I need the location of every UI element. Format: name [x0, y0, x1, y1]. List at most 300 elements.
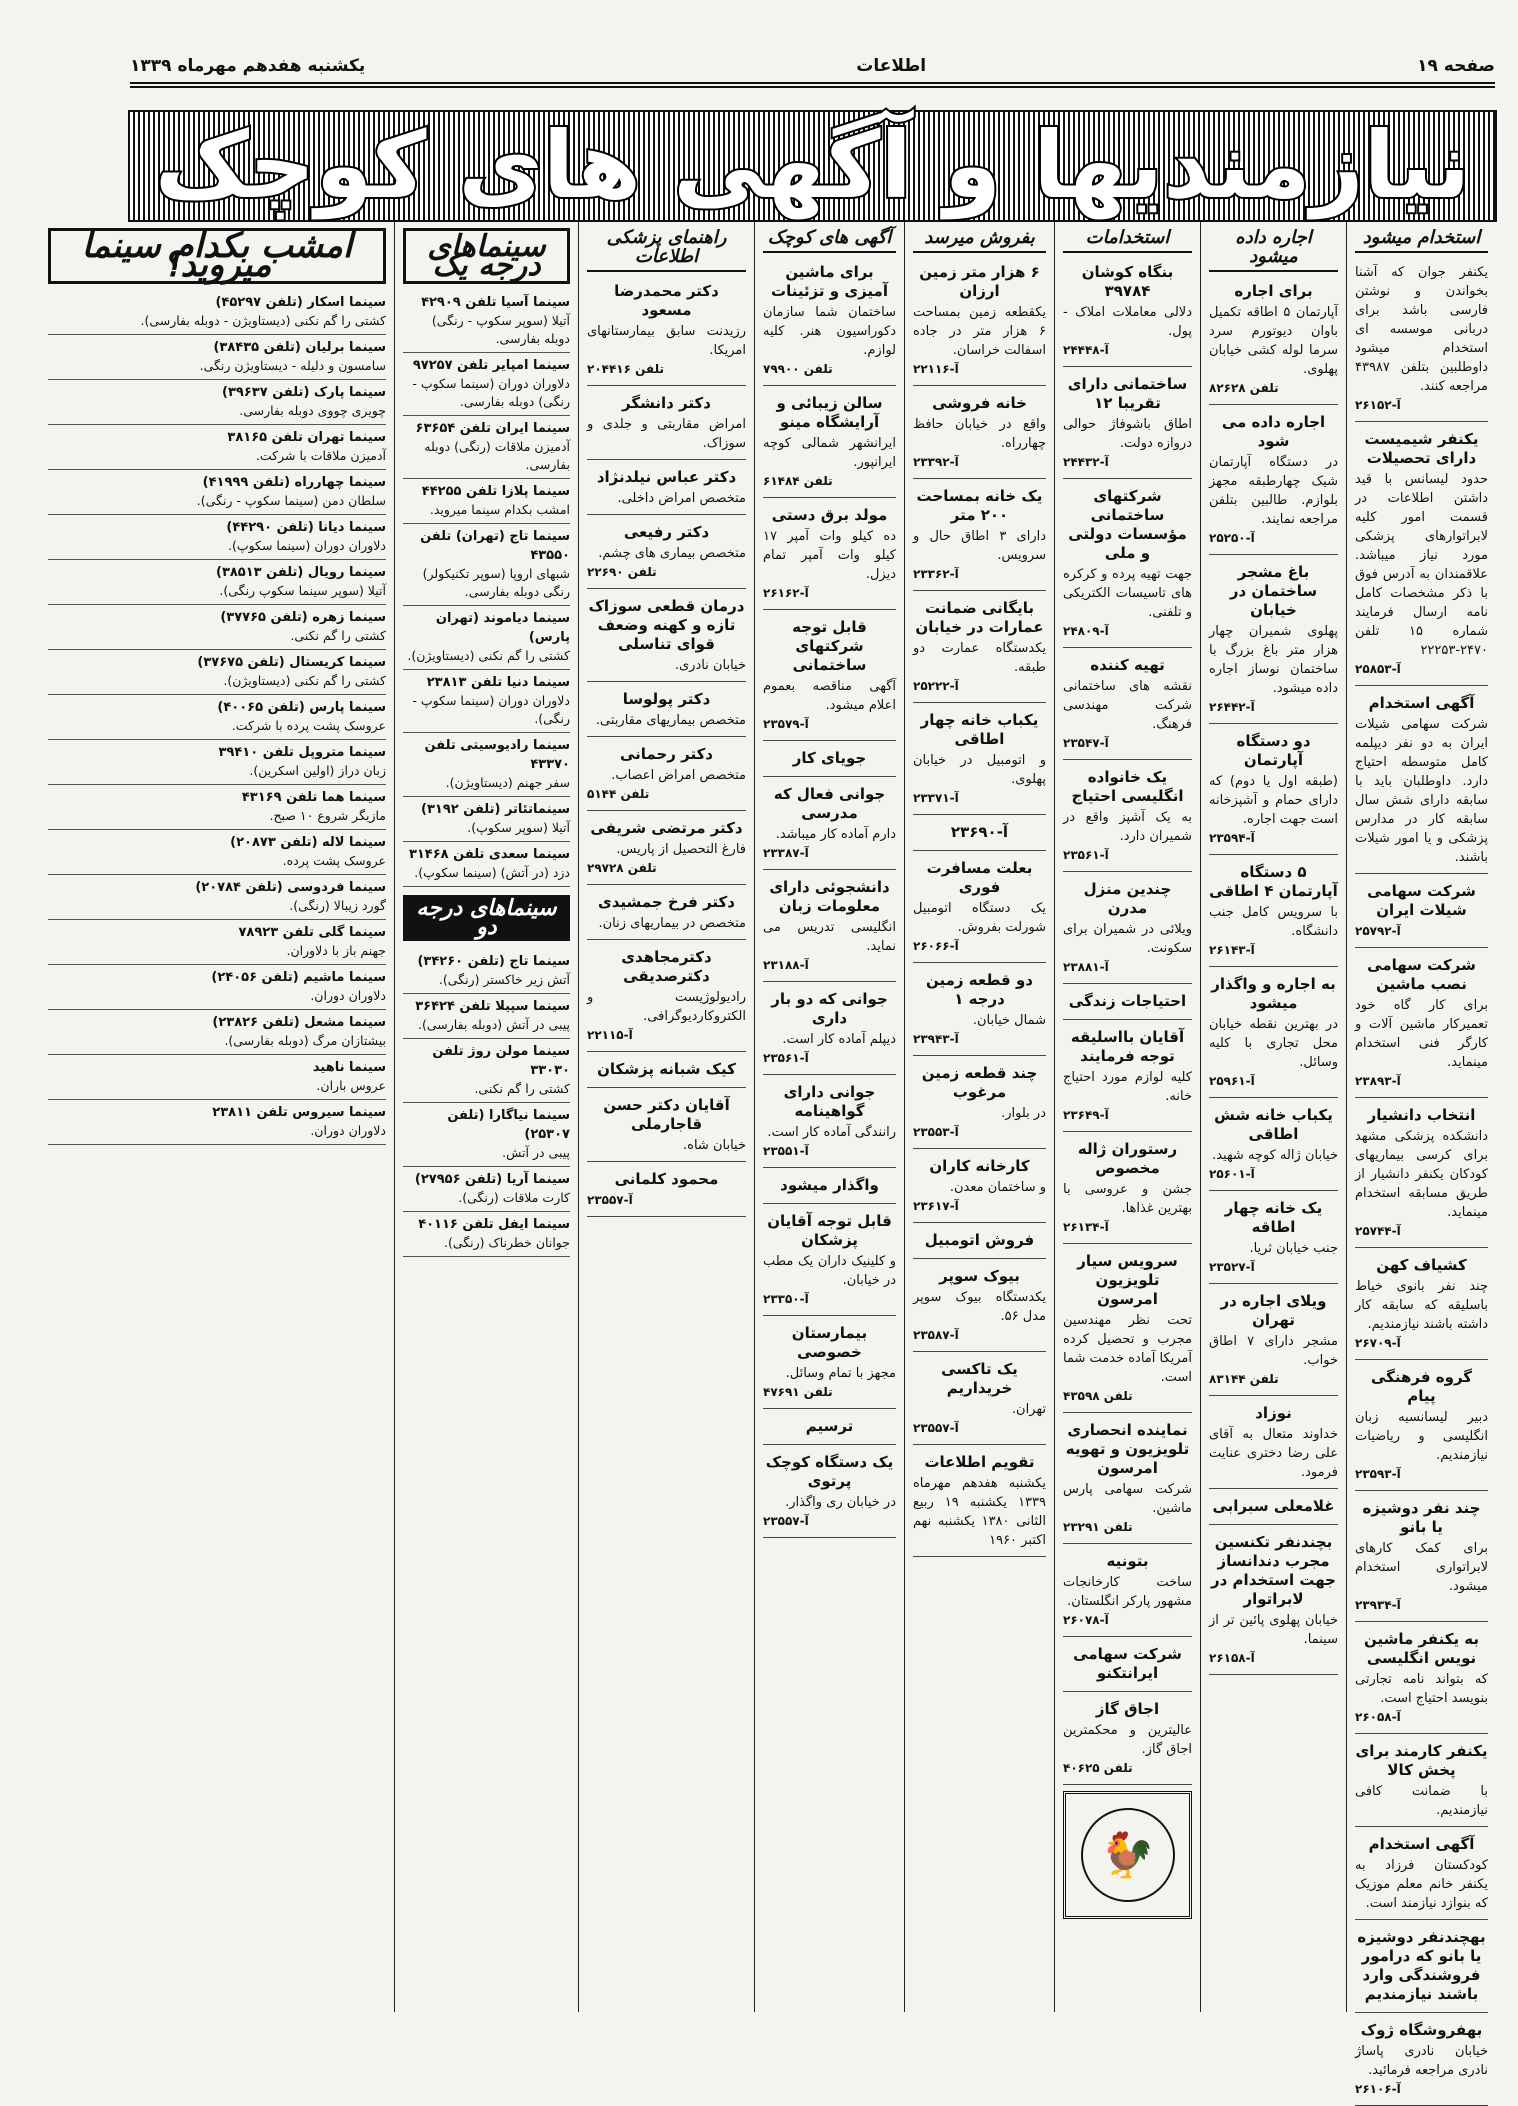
column-heading: بفروش میرسد [913, 228, 1046, 253]
cinema-program: سفر جهنم (دیستاویژن). [445, 775, 570, 790]
ad-body: شرکت سهامی شیلات ایران به دو نفر دیپلمه کامل متوسطه احتیاج دارد. داوطلبان باید با سابقه دارای شش سال سابقه کار در مدارس پزشکی و یا امور شیلات باشند. [1355, 717, 1488, 865]
ad-phone: آ-۲۳۵۵۷ [763, 1514, 809, 1528]
ad-title: اجاره داده می شود [1221, 413, 1326, 450]
ad-body: دارای ۳ اطاق حال و سرویس. [913, 529, 1046, 563]
ad-body: متخصص بیماری های چشم. [598, 546, 746, 561]
classified-ad [913, 855, 1046, 963]
classified-ad [1209, 1400, 1338, 1489]
ad-body: خیابان نادری. [674, 658, 746, 673]
ad-title: دکتر رحمانی [619, 745, 714, 763]
ad-body: ایرانشهر شمالی کوچه ایرانپور. [763, 436, 896, 470]
cinema-name: سینماتئاتر (تلفن ۳۱۹۲) [421, 802, 570, 817]
ad-body: جنب خیابان ثریا. [1249, 1241, 1338, 1256]
ad-phone: آ-۲۲۱۱۵ [587, 1028, 633, 1042]
cinema-program: آتیلا (سوپر سکوپ - رنگی) دوبله بفارسی. [431, 313, 570, 346]
ad-body: یکنفر جوان که آشنا بخواندن و نوشتن فارسی باشد برای دربانی موسسه ای استخدام میشود داوطلبین بتلفن ۴۳۹۸۷ مراجعه کنند. [1355, 265, 1488, 394]
ad-phone: آ-۲۳۸۸۱ [1063, 960, 1109, 974]
cinema-listing [403, 524, 570, 606]
ad-title: کیک شبانه پزشکان [597, 1060, 736, 1078]
ad-title: برای اجاره [1234, 282, 1313, 300]
cinema-program: دلاوران دوران. [310, 1123, 386, 1138]
classified-ad [913, 1153, 1046, 1223]
cinema-listing [403, 1212, 570, 1257]
ad-phone: آ-۲۵۷۹۲ [1355, 924, 1401, 938]
ad-phone: تلفن ۶۱۴۸۴ [763, 474, 833, 488]
ad-phone: آ-۲۳۳۸۷ [763, 846, 809, 860]
cinema-program: آدمیزن ملاقات با شرکت. [255, 448, 386, 463]
ad-body: رانندگی آماده کار است. [767, 1125, 896, 1140]
ad-title: بنگاه کوشان ۳۹۷۸۴ [1081, 263, 1174, 300]
ad-title: باغ مشجر ساختمان در خیابان [1229, 563, 1318, 619]
ad-phone: آ-۲۳۵۶۱ [1063, 848, 1109, 862]
ad-body: و ساختمان معدن. [949, 1180, 1046, 1195]
ad-list [913, 259, 1046, 1557]
ad-body: خیابان شاه. [683, 1138, 746, 1153]
cinema-name: سینما امپایر تلفن ۹۷۲۵۷ [412, 358, 570, 373]
cinema-listing [48, 560, 386, 605]
ad-phone: تلفن ۲۲۶۹۰ [587, 565, 657, 579]
cinema-name: سینما آسیا تلفن ۴۲۹۰۹ [421, 295, 570, 310]
cinema-listing [48, 920, 386, 965]
ad-phone: تلفن ۸۲۶۲۸ [1209, 381, 1279, 395]
ad-body: واقع در خیابان حافظ چهارراه. [913, 417, 1046, 451]
cinema-program: جهنم باز با دلاوران. [286, 943, 386, 958]
cinema-name: سینما ماشیم (تلفن ۲۴۰۵۶) [211, 970, 386, 985]
cinema-name: سینما تهران تلفن ۳۸۱۶۵ [227, 430, 386, 445]
ad-phone: آ-۲۶۱۵۸ [1209, 1651, 1255, 1665]
ad-title: چند قطعه زمین مرغوب [921, 1064, 1038, 1101]
ad-body: چند نفر بانوی خیاط باسلیقه که سابقه کار داشته باشند نیازمندیم. [1355, 1279, 1488, 1332]
ad-title: جویای کار [792, 749, 867, 767]
classified-ad [763, 1413, 896, 1445]
cinema-listing [403, 1039, 570, 1103]
ad-body: حدود لیسانس با قید داشتن اطلاعات در قسمت امور کلیه لابراتوارهای پزشکی مورد نیاز میباشد. علاقمندان به آدرس فوق با ذکر مشخصات کامل نامه ارسال فرمایند شماره ۱۵ تلفن ۲۴۷۰-۲۲۲۵۳ [1355, 472, 1488, 658]
cinema-name: سینما دیاموند (تهران پارس) [435, 611, 570, 645]
cinema-name: سینما ایران تلفن ۶۳۶۵۴ [415, 421, 570, 436]
ad-title: به اجاره و واگذار میشود [1211, 975, 1336, 1012]
ad-body: و اتومبیل در خیابان پهلوی. [913, 753, 1046, 787]
ad-title: به یکنفر ماشین نویس انگلیسی [1363, 1630, 1480, 1667]
classified-ad [1209, 728, 1338, 855]
column-heading: اجاره داده میشود [1209, 228, 1338, 272]
cinema-listing [48, 740, 386, 785]
cinema-program: کشتی را گم نکنی (دیستاویژن). [223, 673, 386, 688]
column-heading: استخدامات [1063, 228, 1192, 253]
cinema-name: سینما رادیوسیتی تلفن ۴۳۳۷۰ [424, 738, 570, 772]
ad-title: نوزاد [1255, 1404, 1292, 1422]
cinema-program: کشتی را گم نکنی (دیستاویژن - دوبله بفارسی). [140, 313, 386, 328]
column-medical-guide [578, 222, 754, 2012]
ad-body: برای کمک کارهای لابراتواری استخدام میشود. [1355, 1541, 1488, 1594]
ad-phone: آ-۲۶۰۵۸ [1355, 1710, 1401, 1724]
classified-ad [1209, 971, 1338, 1098]
ad-body: یکدستگاه عمارت دو طبقه. [913, 641, 1046, 675]
ad-body: یکدستگاه بیوک سوپر مدل ۵۶. [913, 1290, 1046, 1324]
column-small-ads [754, 222, 904, 2012]
cinema-subheading: سینماهای درجه دو [403, 895, 570, 941]
cinema-listing [48, 1100, 386, 1145]
classified-ad [763, 781, 896, 870]
ad-body: برای کار گاه خود تعمیرکار ماشین آلات و کارگر فنی استخدام مینماید. [1355, 998, 1488, 1070]
ad-phone: آ-۲۳۵۵۷ [587, 1193, 633, 1207]
ad-body: در بلوار. [1001, 1106, 1046, 1121]
cinema-program: عروس باران. [316, 1078, 386, 1093]
ad-body: یکقطعه زمین بمساحت ۶ هزار متر در جاده اسفالت خراسان. [913, 305, 1046, 358]
cinema-name: سینما پارک (تلفن ۳۹۶۳۷) [222, 385, 386, 400]
classified-ad [913, 1227, 1046, 1259]
page-header [130, 55, 1495, 77]
ad-list [763, 259, 896, 1538]
ad-body: جهت تهیه پرده و کرکره های تاسیسات الکتریکی و تلفنی. [1063, 567, 1192, 620]
ad-title: شرکتهای ساختمانی مؤسسات دولتی و ملی [1068, 487, 1187, 562]
ad-body: شرکت سهامی پارس ماشین. [1063, 1482, 1192, 1516]
classified-ad [587, 593, 746, 682]
cinema-program: زبان دراز (اولین اسکرین). [249, 763, 386, 778]
ad-phone: آ-۲۲۱۱۶ [913, 362, 959, 376]
classified-ad [1063, 1024, 1192, 1132]
ad-title: یک خانواده انگلیسی احتیاج [1071, 768, 1184, 805]
classified-ad [763, 1208, 896, 1316]
cinema-name: سینما دنیا تلفن ۲۳۸۱۳ [426, 675, 570, 690]
ad-body: نقشه های ساختمانی شرکت مهندسی فرهنگ. [1063, 679, 1192, 732]
classified-ad [763, 1172, 896, 1204]
classified-ad [1209, 1529, 1338, 1675]
cinema-name: سینما سعدی تلفن ۳۱۴۶۸ [408, 847, 570, 862]
cinema-program: مازیگر شروع ۱۰ صبح. [269, 808, 386, 823]
ad-phone: آ-۲۳۹۴۳ [913, 1032, 959, 1046]
ad-title: دانشجوئی دارای معلومات زبان [769, 878, 890, 915]
cinema-program: دلاوران دوران (سینما سکوپ - رنگی). [412, 693, 570, 726]
cinema-program: پیبی در آتش (دوبله بفارسی). [417, 1017, 570, 1032]
ad-title: جوانی فعال که مدرسی [773, 785, 886, 822]
ad-title: تقویم اطلاعات [924, 1453, 1035, 1471]
ad-title: سرویس سیار تلویزیون امرسون [1077, 1252, 1178, 1308]
ad-phone: تلفن ۴۳۵۹۸ [1063, 1389, 1133, 1403]
classified-ad [1209, 1288, 1338, 1396]
classified-ad [1209, 1102, 1338, 1191]
cinema-listing [48, 515, 386, 560]
classified-ad [1355, 259, 1488, 422]
ad-title: شرکت سهامی ایرانتکنو [1073, 1645, 1182, 1682]
classified-ad [1209, 1493, 1338, 1525]
cinema-heading: سینماهای درجه یک [403, 228, 570, 284]
ad-list [587, 278, 746, 1217]
ad-title: بعلت مسافرت فوری [926, 859, 1033, 896]
cinema-listing [403, 949, 570, 994]
cinema-listing [403, 733, 570, 797]
chicken-farm-ad [1063, 1791, 1192, 1919]
cinema-listing [48, 380, 386, 425]
cinema-name: سینما مشعل (تلفن ۲۳۸۲۶) [212, 1015, 386, 1030]
classified-ad [913, 819, 1046, 851]
ad-phone: آ-۲۵۹۶۱ [1209, 1074, 1255, 1088]
cinema-program: آتش زیر خاکستر (رنگی). [438, 972, 570, 987]
cinema-name: سینما ایفل تلفن ۴۰۱۱۶ [418, 1217, 570, 1232]
classified-ad [587, 815, 746, 885]
cinema-name: سینما لاله (تلفن ۲۰۸۷۳) [230, 835, 386, 850]
cinema-listing [48, 605, 386, 650]
classified-ad [1355, 1495, 1488, 1622]
ad-title: بایگانی ضمانت عمارات در خیابان [915, 599, 1044, 636]
cinema-listing [48, 965, 386, 1010]
ad-body: انگلیسی تدریس می نماید. [763, 920, 896, 954]
ad-phone: آ-۲۳۹۳۴ [1355, 1598, 1401, 1612]
ad-phone: آ-۲۵۸۵۳ [1355, 662, 1401, 676]
ad-title: قابل توجه آقایان پزشکان [767, 1212, 892, 1249]
cinema-name: سینما کریستال (تلفن ۳۷۶۷۵) [197, 655, 386, 670]
cinema-program: گورد زیبالا (رنگی). [289, 898, 386, 913]
classified-ad [1355, 2017, 1488, 2106]
ad-body: یکشنبه هفدهم مهرماه ۱۳۳۹ یکشنبه ۱۹ ربیع الثانی ۱۳۸۰ یکشنبه نهم اکتبر ۱۹۶۰ [913, 1476, 1047, 1548]
ad-phone: آ-۲۳۵۹۴ [1209, 831, 1255, 845]
cinema-program: آتیلا (سوپر سینما سکوپ رنگی). [219, 583, 386, 598]
classified-ad [913, 483, 1046, 591]
cinema-listing [403, 842, 570, 887]
cinema-program: آتیلا (سوپر سکوپ). [467, 820, 570, 835]
ad-phone: تلفن ۴۷۶۹۱ [763, 1385, 833, 1399]
column-employment [1346, 222, 1496, 2096]
classified-ad [1355, 1831, 1488, 1920]
ad-phone: آ-۲۶۴۴۲ [1209, 700, 1255, 714]
classified-ad [587, 944, 746, 1052]
ad-title: بچندنفر تکنسین مجرب دندانساز جهت استخدام در لابراتوار [1211, 1533, 1336, 1608]
ad-title: یکنفر شیمیست دارای تحصیلات [1364, 430, 1479, 467]
ad-body: ساختمان شما سازمان دکوراسیون هنر. کلیه لوازم. [763, 305, 896, 358]
ad-phone: آ-۲۳۵۷۹ [763, 717, 809, 731]
column-cinemas-first-class [394, 222, 578, 2012]
ad-title: دکتر فرخ جمشیدی [598, 893, 735, 911]
ad-title: ۵ دستگاه آپارتمان ۴ اطاقی [1209, 863, 1338, 900]
ad-title: یک خانه چهار اطاقه [1224, 1199, 1323, 1236]
ad-phone: آ-۲۳۸۹۳ [1355, 1074, 1401, 1088]
cinema-listing [403, 797, 570, 842]
cinema-name: سینما تاج (تهران) تلفن ۴۳۵۵۰ [420, 529, 570, 563]
ad-title: شرکت سهامی شیلات ایران [1367, 882, 1476, 919]
classified-ad [763, 874, 896, 982]
ad-title: انتخاب دانشیار [1367, 1106, 1476, 1124]
ad-phone: آ-۲۳۵۵۱ [763, 1144, 809, 1158]
ad-phone: آ-۲۵۷۴۴ [1355, 1224, 1401, 1238]
classified-ad [587, 464, 746, 515]
ad-phone: آ-۲۳۱۸۸ [763, 958, 809, 972]
cinema-heading: امشب بکدام سینما میروید؟ [48, 228, 386, 284]
ad-columns [40, 222, 1496, 2096]
classified-ad [1063, 1417, 1192, 1544]
ad-body: (طبقه اول یا دوم) که دارای حمام و آشپزخانه است جهت اجاره. [1209, 774, 1338, 827]
cinema-name: سینما پارس (تلفن ۴۰۰۶۵) [217, 700, 386, 715]
ad-title: دکترمجاهدی دکترصدیقی [621, 948, 712, 985]
cinema-program: دلاوران دوران. [310, 988, 386, 1003]
ad-body: امراض مقاربتی و جلدی و سوزاک. [587, 417, 746, 451]
ad-title: دو قطعه زمین درجه ۱ [925, 971, 1033, 1008]
cinema-listing [403, 290, 570, 353]
ad-title: دکتر مرتضی شریفی [590, 819, 743, 837]
cinema-name: سینما متروپل تلفن ۳۹۴۱۰ [218, 745, 386, 760]
classified-ad [763, 390, 896, 498]
ad-title: برای ماشین آمیزی و تزئینات [771, 263, 888, 300]
column-rentals [1200, 222, 1346, 2012]
ad-body: رادیولوژیست و الکتروکاردیوگرافی. [587, 990, 746, 1024]
classified-ad [587, 1166, 746, 1217]
ad-title: بهچندنفر دوشیزه یا بانو که درامور فروشندگی وارد باشند نیازمندیم [1357, 1928, 1486, 2003]
classified-ad [1063, 652, 1192, 760]
ad-phone: آ-۲۳۵۶۱ [763, 1051, 809, 1065]
ad-body: دلالی معاملات املاک - پول. [1063, 305, 1192, 339]
column-services [1054, 222, 1200, 2012]
classified-ad [587, 519, 746, 589]
classified-ad [587, 889, 746, 940]
ad-phone: آ-۲۶۱۴۳ [1209, 943, 1255, 957]
ad-title: آگهی استخدام [1368, 694, 1475, 712]
ad-phone: آ-۲۳۵۴۷ [1063, 736, 1109, 750]
cinema-program: کشتی را گم نکنی (دیستاویژن). [407, 648, 570, 663]
classified-ad [1355, 690, 1488, 874]
ad-body: تهران. [1011, 1402, 1046, 1417]
ad-body: خیابان پهلوی پائین تر از سینما. [1209, 1613, 1338, 1647]
cinema-listing [48, 650, 386, 695]
ad-title: سالن زیبائی و آرایشگاه مینو [776, 394, 883, 431]
classified-ad [1063, 259, 1192, 367]
ad-body: مجهز با تمام وسائل. [785, 1366, 896, 1381]
ad-title: بیوک سوپر [939, 1267, 1020, 1285]
cinema-name: سینما اسکار (تلفن ۴۵۲۹۷) [215, 295, 386, 310]
classified-ad [913, 1060, 1046, 1149]
ad-title: دکتر محمدرضا مسعود [614, 282, 719, 319]
ad-body: مشجر دارای ۷ اطاق خواب. [1209, 1334, 1339, 1368]
ad-body: دارم آماده کار میباشد. [775, 827, 896, 842]
classified-ad [1063, 1641, 1192, 1692]
ad-phone: آ-۲۳۶۱۷ [913, 1199, 959, 1213]
paper-name: اطلاعات [856, 56, 927, 76]
cinema-program: سامسون و دلیله - دیستاویژن رنگی. [199, 358, 386, 373]
classified-ad [913, 259, 1046, 386]
ad-title: اجاق گاز [1095, 1700, 1160, 1718]
page-number: صفحه ۱۹ [1417, 56, 1495, 76]
classified-ad [1355, 1252, 1488, 1360]
classified-ad [1209, 1195, 1338, 1284]
ad-phone: آ-۲۶۱۳۴ [1063, 1220, 1109, 1234]
classified-ad [1209, 859, 1338, 967]
classified-ad [587, 686, 746, 737]
ad-title: دکتر پولوسا [622, 690, 711, 708]
ad-phone: تلفن ۴۰۶۲۵ [1063, 1761, 1133, 1775]
classified-ad [913, 1449, 1046, 1557]
classified-ad [1355, 1738, 1488, 1827]
cinema-list [403, 290, 570, 887]
cinema-name: سینما پلازا تلفن ۴۴۲۵۵ [421, 484, 570, 499]
classified-ad [763, 1449, 896, 1538]
classified-ad [1355, 952, 1488, 1098]
ad-title: چند نفر دوشیزه یا بانو [1362, 1499, 1481, 1536]
ad-body: عالیترین و محکمترین اجاق گاز. [1063, 1723, 1192, 1757]
ad-title: ساختمانی دارای تقریبا ۱۲ [1067, 375, 1188, 412]
ad-body: جشن و عروسی با بهترین غذاها. [1063, 1182, 1192, 1216]
cinema-listing [403, 353, 570, 416]
classified-ad [587, 1092, 746, 1162]
header-rule [130, 82, 1495, 84]
cinema-program: عروسک پشت پرده با شرکت. [231, 718, 386, 733]
ad-title: ۶ هزار متر زمین ارزان [919, 263, 1040, 300]
classified-ad [763, 614, 896, 741]
ad-phone: آ-۲۳۶۴۹ [1063, 1108, 1109, 1122]
cinema-listing [48, 695, 386, 740]
cinema-listing [403, 994, 570, 1039]
ad-phone: آ-۲۵۲۲۲ [913, 679, 959, 693]
ad-title: دکتر دانشگر [622, 394, 711, 412]
classified-ad [913, 595, 1046, 703]
ad-title: قابل توجه شرکتهای ساختمانی [792, 618, 867, 674]
cinema-name: سینما مولن روژ تلفن ۳۳۰۳۰ [432, 1044, 570, 1078]
ad-body: تحت نظر مهندسین مجرب و تحصیل کرده آمریکا آماده خدمت شما است. [1063, 1313, 1192, 1385]
ad-title: چندین منزل مدرن [1083, 880, 1172, 917]
ad-phone: آ-۲۶۱۶۲ [763, 586, 809, 600]
classified-ad [1063, 988, 1192, 1020]
ad-phone: آ-۲۳۵۲۷ [1209, 1260, 1255, 1274]
ad-body: کلیه لوازم مورد احتیاج خانه. [1063, 1070, 1192, 1104]
ad-body: در بهترین نقطه خیابان محل تجاری با کلیه وسائل. [1209, 1017, 1338, 1070]
ad-title: جوانی دارای گواهینامه [783, 1083, 876, 1120]
ad-title: یک خانه بمساحت ۲۰۰ متر [916, 487, 1043, 524]
ad-body: آپارتمان ۵ اطاقه تکمیل باوان دیوتورم سرد سرما لوله کشی خیابان پهلوی. [1209, 305, 1338, 377]
classified-ad [913, 1356, 1046, 1445]
ad-phone: آ-۲۵۶۰۱ [1209, 1167, 1255, 1181]
cinema-program: دزد (در آتش) (سینما سکوپ). [414, 865, 570, 880]
ad-title: واگذار میشود [780, 1176, 879, 1194]
ad-phone: آ-۲۳۵۵۳ [913, 1125, 959, 1139]
classified-ad [1063, 764, 1192, 872]
cinema-program: کشتی را گم نکنی. [474, 1081, 570, 1096]
ad-body: با سرویس کامل جنب دانشگاه. [1209, 905, 1338, 939]
classified-ad [913, 390, 1046, 479]
cinema-listing [48, 290, 386, 335]
ad-body: متخصص امراض اعصاب. [611, 768, 746, 783]
classified-ad [763, 986, 896, 1075]
ad-phone: آ-۲۶۱۵۲ [1355, 398, 1401, 412]
column-for-sale [904, 222, 1054, 2012]
ad-phone: آ-۲۳۳۵۰ [763, 1292, 809, 1306]
ad-title: شرکت سهامی نصب ماشین [1367, 956, 1476, 993]
classified-ad [1355, 1626, 1488, 1734]
ad-phone: تلفن ۷۹۹۰۰ [763, 362, 833, 376]
cinema-program: بیشتازان مرگ (دوبله بفارسی). [224, 1033, 386, 1048]
ad-title: نماینده انحصاری تلویزیون و تهویه امرسون [1065, 1421, 1190, 1477]
ad-body: خیابان نادری پاساژ نادری مراجعه فرمائید. [1355, 2044, 1488, 2078]
classified-ad [1063, 483, 1192, 648]
classified-ad [1209, 409, 1338, 555]
cinema-program: پیبی در آتش. [502, 1145, 570, 1160]
ad-title: آ-۲۳۶۹۰ [950, 823, 1009, 841]
cinema-listing [403, 670, 570, 733]
ad-title: خانه فروشی [932, 394, 1027, 412]
cinema-list-second-class [403, 949, 570, 1257]
cinema-listing [48, 785, 386, 830]
classified-ad [913, 707, 1046, 815]
cinema-listing [48, 1055, 386, 1100]
ad-phone: آ-۲۳۵۸۷ [913, 1328, 959, 1342]
ad-body: اطاق باشوفاژ حوالی دروازه دولت. [1063, 417, 1192, 451]
cinema-program: دلاوران دوران (سینما سکوپ). [227, 538, 386, 553]
cinema-listing [48, 470, 386, 515]
classified-ad [1063, 371, 1192, 479]
ad-title: رستوران ژاله مخصوص [1077, 1140, 1178, 1177]
ad-title: بیمارستان خصوصی [791, 1324, 868, 1361]
ad-title: بهفروشگاه ژوک [1360, 2021, 1483, 2039]
classified-ad [1209, 278, 1338, 405]
column-heading: استخدام میشود [1355, 228, 1488, 253]
cinema-name: سینما هما تلفن ۴۳۱۶۹ [241, 790, 386, 805]
ad-phone: تلفن ۲۳۲۹۱ [1063, 1520, 1133, 1534]
column-tonight-cinema [40, 222, 394, 2012]
